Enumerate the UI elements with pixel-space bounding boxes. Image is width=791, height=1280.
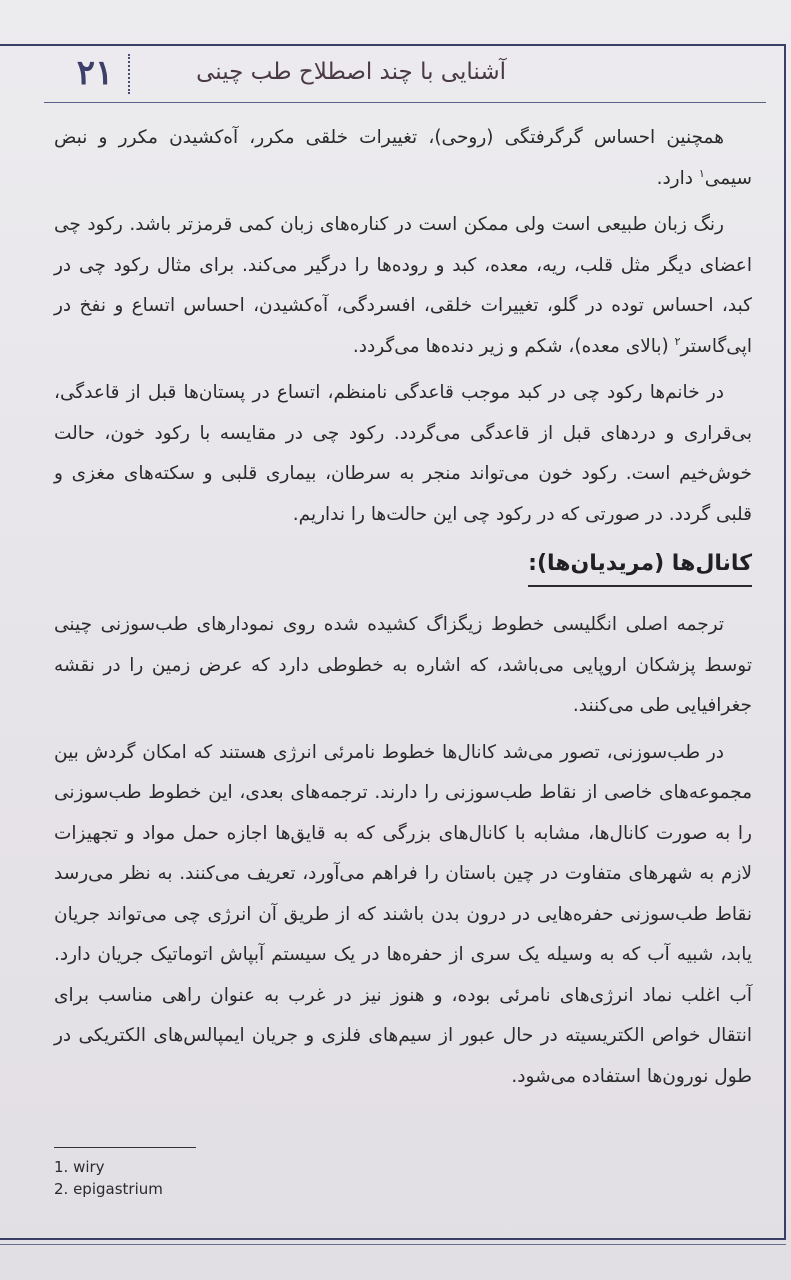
footnote-2: 2. epigastrium — [54, 1180, 163, 1198]
page-header — [44, 44, 766, 103]
frame-bottom-rule-inner — [0, 1244, 786, 1245]
running-title: آشنایی با چند اصطلاح طب چینی — [196, 59, 506, 85]
footnote-rule — [54, 1147, 196, 1148]
footnotes — [54, 1156, 354, 1200]
footnote-1: 1. wiry — [54, 1158, 105, 1176]
header-separator — [128, 54, 130, 94]
paragraph-5-text: در طب‌سوزنی، تصور می‌شد کانال‌ها خطوط نامرئی انرژی هستند که امکان گردش بین مجموعه‌های خاصی از نقاط طب‌سوزنی را دارند. ترجمه‌های بعدی، این خطوط طب‌سوزنی را به صورت کانال‌ها، مشابه با کانال‌های بزرگی که به قایق‌ها اجازه حمل مواد و تجهیزات لازم به شهرهای متفاوت در چین باستان را فراهم می‌آورد، تعریف می‌کنند. به نظر می‌رسد نقاط طب‌سوزنی حفره‌هایی در درون بدن باشند که از طریق آن انرژی چی می‌تواند جریان یابد، شبیه آب که به وسیله یک سری از حفره‌ها در یک سیستم آبپاش اتوماتیک جریان دارد. آب اغلب نماد انرژی‌های نامرئی بوده، و هنوز نیز در غرب به عنوان راهی مناسب برای انتقال خواص الکتریسیته در حال عبور از سیم‌های فلزی و جریان ایمپالس‌های الکتریکی در طول نورون‌ها استفاده می‌شود. — [54, 741, 752, 1087]
page-number: ۲۱ — [76, 53, 114, 93]
paragraph-3-text: در خانم‌ها رکود چی در کبد موجب قاعدگی نامنظم، اتساع در پستان‌ها قبل از قاعدگی، بی‌قراری و دردهای قبل از قاعدگی می‌گردد. رکود چی در مقایسه با رکود خون، حالت خوش‌خیم است. رکود خون می‌تواند منجر به سرطان، بیماری قلبی و سکته‌های مغزی و قلبی گردد. در صورتی که در رکود چی این حالت‌ها را نداریم. — [54, 382, 752, 525]
paragraph-4 — [54, 605, 752, 727]
paragraph-2-tail: (بالای معده)، شکم و زیر دنده‌ها می‌گردد. — [352, 335, 675, 357]
paragraph-2 — [54, 205, 752, 367]
footnote-ref-2: ۲ — [674, 334, 681, 348]
paragraph-4-text: ترجمه اصلی انگلیسی خطوط زیگزاگ کشیده شده روی نمودارهای طب‌سوزنی چینی توسط پزشکان اروپایی می‌باشد، که اشاره به خطوطی دارد که عرض زمین را در نقشه جغرافیایی طی می‌کنند. — [54, 614, 752, 716]
paragraph-5 — [54, 733, 752, 1098]
paragraph-2-text: رنگ زبان طبیعی است ولی ممکن است در کناره‌های زبان کمی قرمزتر باشد. رکود چی اعضای دیگر مثل قلب، ریه، معده، کبد و روده‌ها را درگیر می‌کند. برای مثال رکود چی در کبد، احساس توده در گلو، تغییرات خلقی، افسردگی، آه‌کشیدن، احساس اتساع و نفخ در اپی‌گاستر — [54, 214, 752, 357]
paragraph-1 — [54, 118, 752, 199]
section-heading-wrap — [54, 535, 752, 605]
footnote-ref-1: ۱ — [698, 166, 705, 180]
frame-right-rule — [784, 44, 786, 1240]
body-text — [54, 118, 752, 1097]
paragraph-1-tail: دارد. — [656, 167, 699, 189]
frame-bottom-rule — [0, 1238, 786, 1240]
paragraph-3 — [54, 373, 752, 535]
section-heading: کانال‌ها (مریدیان‌ها): — [528, 543, 752, 587]
paragraph-1-text: همچنین احساس گرگرفتگی (روحی)، تغییرات خلقی مکرر، آه‌کشیدن مکرر و نبض سیمی — [54, 127, 752, 189]
